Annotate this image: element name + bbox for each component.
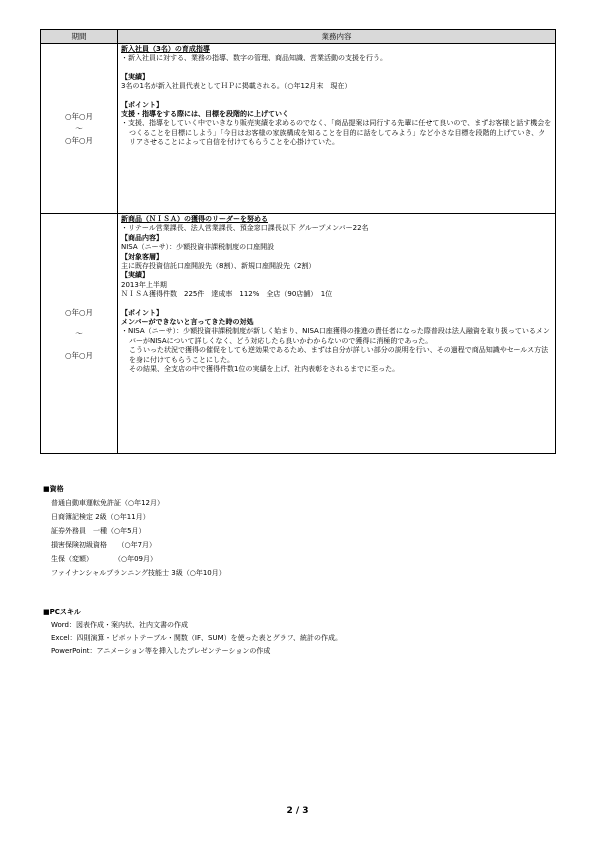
job-title: 新商品（ＮＩＳＡ）の獲得のリーダーを努める xyxy=(121,215,268,223)
point-label: 【ポイント】 xyxy=(121,100,163,109)
point-text: ・NISA（ニーサ）：少額投資非課税制度が新しく始まり、NISA口座獲得の推進の責任者になった際普段は法人融資を取り扱っているメンバーがNISAについて詳しくなく、どう対応したら良いかわからないので獲得に消極的であった。 xyxy=(121,327,550,345)
content-cell xyxy=(118,44,556,214)
product-text: NISA（ニーサ）：少額投資非課税制度の口座開設 xyxy=(121,243,275,252)
list-item: Word：図表作成・案内状、社内文書の作成 xyxy=(51,621,188,629)
list-item: Excel：四則演算・ピボットテーブル・関数（IF、SUM）を使った表とグラフ、統計の作成。 xyxy=(51,634,343,642)
period-from: ○年○月 xyxy=(64,112,94,121)
list-item: ファイナンシャルプランニング技能士 3級（○年10月） xyxy=(51,569,226,577)
content-cell xyxy=(118,214,556,454)
section-heading: ■資格 xyxy=(43,485,64,493)
table-row xyxy=(41,44,556,214)
qualifications-section xyxy=(43,482,226,580)
result-text: ＮＩＳＡ獲得件数 225件 達成率 112% 全店（90店舗） 1位 xyxy=(121,290,333,299)
result-period: 2013年上半期 xyxy=(121,280,167,289)
list-item: PowerPoint：アニメーション等を挿入したプレゼンテーションの作成 xyxy=(51,647,271,655)
point-text: こういった状況で獲得の催促をしても逆効果であるため、まずは自分が詳しい部分の説明を行い、その過程で商品知識やセールス方法を身に付けてもらうことにした。 xyxy=(129,346,549,364)
period-to: ○年○月 xyxy=(64,350,94,360)
period-tilde: ～ xyxy=(75,124,83,133)
job-description: ・新入社員に対する、業務の指導、数字の管理、商品知識、営業活動の支援を行う。 xyxy=(121,54,387,63)
job-history-table xyxy=(40,29,556,454)
list-item: 証券外務員 一種（○年5月） xyxy=(51,527,146,535)
point-label: 【ポイント】 xyxy=(121,308,163,317)
page-number: 2 / 3 xyxy=(286,806,309,816)
product-label: 【商品内容】 xyxy=(121,233,163,242)
target-label: 【対象客層】 xyxy=(121,252,163,261)
table-header-row xyxy=(41,30,556,44)
list-item: 生保（変額） （○年09月） xyxy=(51,555,158,563)
job-description: ・リテール営業課長、法人営業課長、預金窓口課長以下 グループメンバー22名 xyxy=(121,224,369,233)
result-label: 【実績】 xyxy=(121,72,149,81)
result-text: 3名の1名が新入社員代表としてＨＰに掲載される。（○年12月末 現在） xyxy=(121,82,352,91)
list-item: 普通自動車運転免許証（○年12月） xyxy=(51,499,165,507)
list-item: 損害保険初級資格 （○年7月） xyxy=(51,541,157,549)
point-text: その結果、全支店の中で獲得件数1位の実績を上げ、社内表彰をされるまでに至った。 xyxy=(129,365,400,374)
result-label: 【実績】 xyxy=(121,271,149,280)
job-title: 新入社員（3名）の育成指導 xyxy=(121,45,210,53)
point-text: ・支援、指導をしていく中でいきなり販売実績を求めるのでなく、「商品提案は同行する先輩に任せて良いので、まずお客様と話す機会をつくることを目標にしよう」「今日はお客様の家族構成を知ることを目的に話をしてみよう」など小さな目標を段階的上げていき、クリアさせることによって自信を付けてもらうことを心掛けていた。 xyxy=(121,119,552,147)
point-title: メンバーができないと言ってきた時の対処 xyxy=(121,318,254,327)
pc-skills-section xyxy=(43,606,342,658)
header-period: 期間 xyxy=(41,30,118,44)
target-text: 主に既存投資信託口座開設先（8割）、新規口座開設先（2割） xyxy=(121,262,316,271)
list-item: 日商簿記検定 2級（○年11月） xyxy=(51,513,150,521)
section-heading: ■PCスキル xyxy=(43,608,81,616)
period-from: ○年○月 xyxy=(64,307,94,317)
period-tilde: ～ xyxy=(75,328,83,338)
point-title: 支援・指導をする際には、目標を段階的に上げていく xyxy=(121,110,289,119)
period-to: ○年○月 xyxy=(64,136,94,145)
period-cell xyxy=(41,44,118,214)
table-row xyxy=(41,214,556,454)
header-content: 業務内容 xyxy=(118,30,556,44)
period-cell xyxy=(41,214,118,454)
